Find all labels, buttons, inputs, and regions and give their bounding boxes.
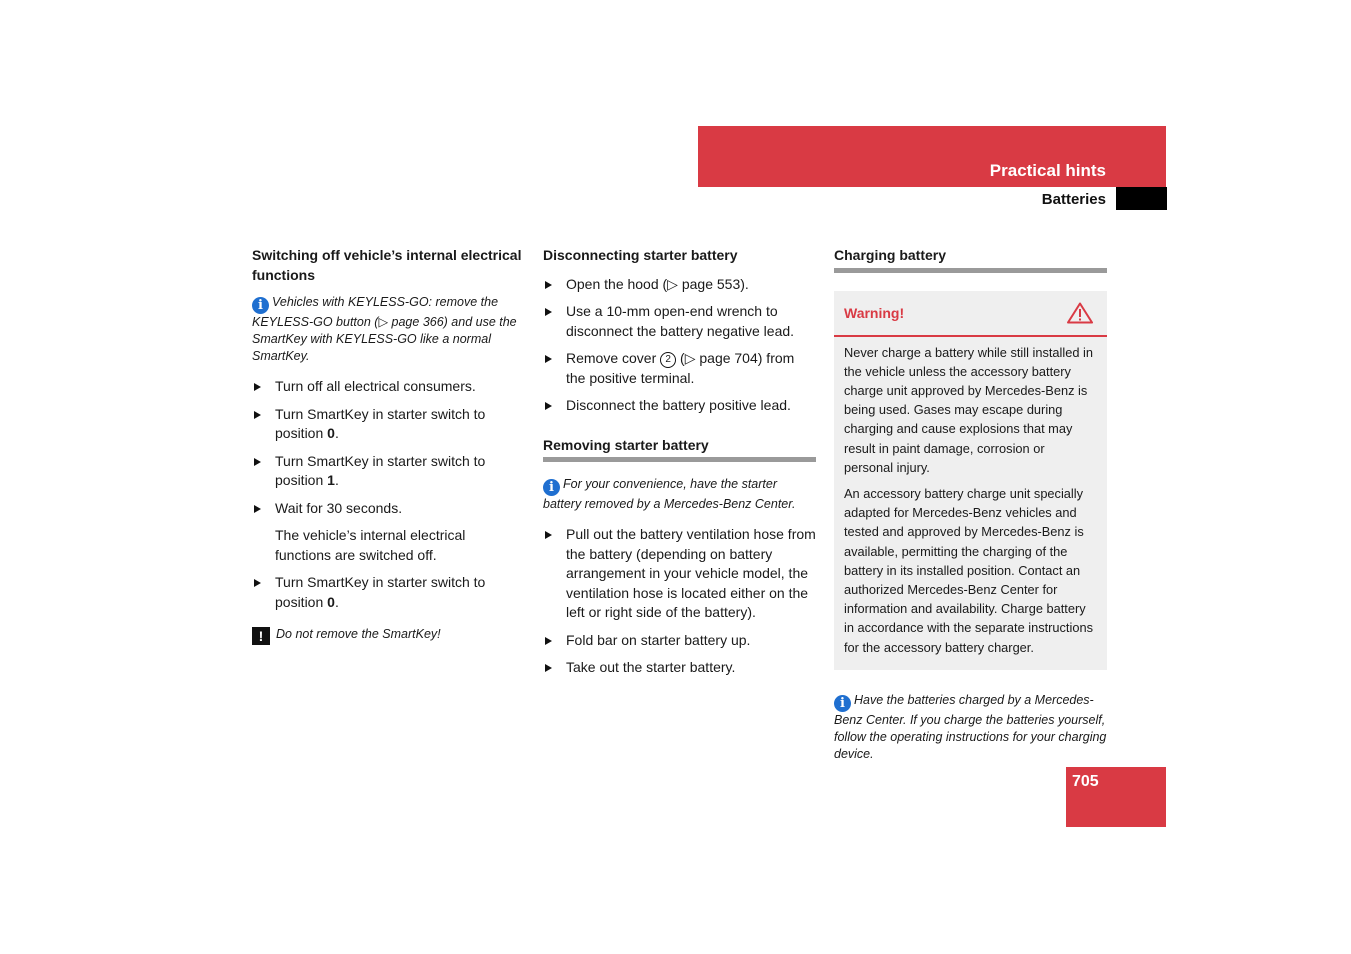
heading-disconnecting: Disconnecting starter battery [543,247,738,263]
list-item: Wait for 30 seconds. [252,499,524,519]
exclamation-icon: ! [252,627,270,645]
steps-list-final [252,573,524,612]
result-text: The vehicle’s internal electrical functions are switched off. [275,527,466,563]
list-item: Open the hood (▷ page 553). [543,275,816,295]
heading-charging: Charging battery [834,246,1107,273]
list-item: Take out the starter battery. [543,658,816,678]
list-item: Turn SmartKey in starter switch to position 0. [252,405,524,444]
warning-paragraph: An accessory battery charge unit specially adapted for Mercedes-Benz vehicles and tested and approved by Mercedes-Benz is available, permitting the charging of the battery in its installed position. Contact an authorized Mercedes-Benz Center for information and availability. Charge battery in accordance with the separate instructions for the accessory battery charger. [844,485,1093,655]
warning-header [834,291,1107,337]
warning-title: Warning! [844,304,905,321]
column-disconnecting [543,246,816,686]
list-item: Remove cover 2 (▷ page 704) from the positive terminal. [543,349,816,388]
list-item: Fold bar on starter battery up. [543,631,816,651]
warning-triangle-icon [1067,302,1093,324]
subsection-title: Batteries [1041,191,1106,208]
page-number-box [1066,767,1166,827]
column-switching-off [252,246,524,657]
steps-list [543,275,816,416]
warning-box [834,291,1107,670]
caution-note: ! Do not remove the SmartKey! [252,626,524,645]
warning-body [834,337,1107,657]
info-note-convenience: i For your convenience, have the starter battery removed by a Mercedes-Benz Center. [543,477,796,511]
page-number: 705 [1072,773,1099,790]
info-icon: i [252,297,269,314]
steps-list [252,377,524,518]
section-title: Practical hints [989,161,1106,180]
heading-switching-off: Switching off vehicle’s internal electrical functions [252,247,522,283]
steps-list-removing [543,525,816,678]
list-item: Turn SmartKey in starter switch to position 1. [252,452,524,491]
list-item: Use a 10-mm open-end wrench to disconnect the battery negative lead. [543,302,816,341]
list-item: Turn off all electrical consumers. [252,377,524,397]
column-charging [834,246,1107,775]
cover-callout-number: 2 [660,352,676,368]
list-item: Pull out the battery ventilation hose from the battery (depending on battery arrangement in your vehicle model, the ventilation hose is located either on the left or right side of the battery). [543,525,816,623]
info-icon: i [834,695,851,712]
list-item: Turn SmartKey in starter switch to position 0. [252,573,524,612]
info-note-keyless-go: i Vehicles with KEYLESS-GO: remove the KEYLESS-GO button (▷ page 366) and use the SmartKey with KEYLESS-GO like a normal SmartKey. [252,295,517,363]
info-icon: i [543,479,560,496]
subsection-marker [1116,187,1167,210]
list-item: Disconnect the battery positive lead. [543,396,816,416]
heading-removing: Removing starter battery [543,436,816,463]
section-header-band [698,126,1166,187]
info-note-charging: i Have the batteries charged by a Mercedes-Benz Center. If you charge the batteries yourself, follow the operating instructions for your charging device. [834,692,1107,761]
warning-paragraph: Never charge a battery while still installed in the vehicle unless the accessory battery charge unit approved by Mercedes-Benz is being used. Gases may escape during charging and cause explosions that may result in paint damage, corrosion or personal injury. [844,344,1093,475]
